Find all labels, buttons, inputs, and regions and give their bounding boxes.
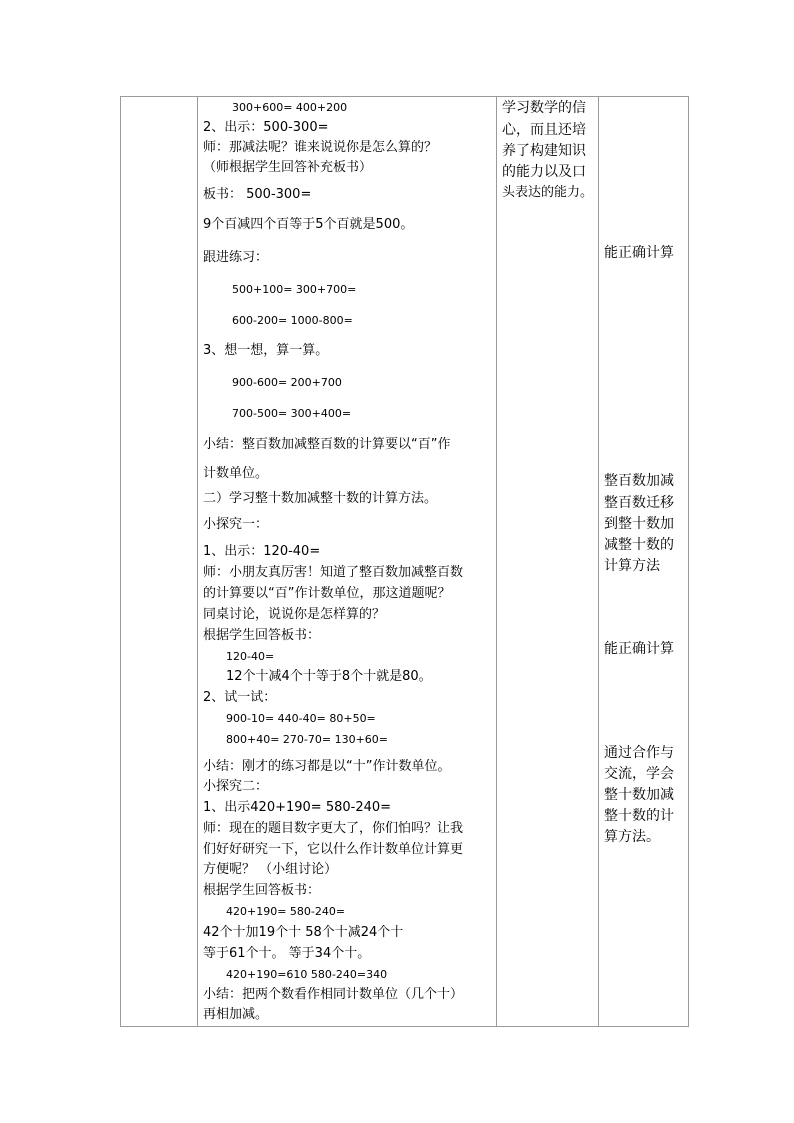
intent-line-5: 头表达的能力。 xyxy=(502,185,594,200)
line-39: 再相加减。 xyxy=(203,1007,269,1022)
line-25: 900-10= 440-40= 80+50= xyxy=(226,712,376,725)
line-33: 根据学生回答板书： xyxy=(203,883,321,898)
column-divider-3 xyxy=(598,96,599,1027)
line-27: 小结：刚才的练习都是以“十”作计数单位。 xyxy=(203,759,451,774)
line-2: 2、出示：500-300= xyxy=(203,120,329,135)
line-17: 1、出示：120-40= xyxy=(203,544,321,559)
line-38: 小结：把两个数看作相同计数单位（几个十） xyxy=(203,987,464,1002)
table-border-right xyxy=(688,96,689,1027)
line-24: 2、试一试： xyxy=(203,690,277,705)
goal-line-10: 整十数加减 xyxy=(604,787,674,803)
line-13: 小结：整百数加减整百数的计算要以“百”作 xyxy=(203,437,451,452)
table-border-bottom xyxy=(120,1026,689,1027)
line-36: 等于61个十。 等于34个十。 xyxy=(203,946,371,961)
line-16: 小探究一： xyxy=(203,517,269,532)
table-border-top xyxy=(120,96,689,97)
line-21: 根据学生回答板书： xyxy=(203,628,321,643)
line-10: 3、想一想，算一算。 xyxy=(203,343,329,358)
goal-line-3: 整百数迁移 xyxy=(604,495,674,511)
line-14: 计数单位。 xyxy=(203,466,269,481)
line-37: 420+190=610 580-240=340 xyxy=(226,968,388,981)
goal-line-9: 交流，学会 xyxy=(604,766,674,782)
intent-line-2: 心，而且还培 xyxy=(502,122,586,138)
line-12: 700-500= 300+400= xyxy=(232,407,352,420)
line-26: 800+40= 270-70= 130+60= xyxy=(226,733,389,746)
line-34: 420+190= 580-240= xyxy=(226,905,346,918)
intent-line-3: 养了构建知识 xyxy=(502,143,586,159)
goal-line-5: 减整十数的 xyxy=(604,537,674,553)
goal-line-11: 整十数的计 xyxy=(604,808,674,824)
goal-line-7: 能正确计算 xyxy=(604,641,674,657)
line-8: 500+100= 300+700= xyxy=(232,283,357,296)
line-6: 9个百减四个百等于5个百就是500。 xyxy=(203,217,414,232)
line-3: 师：那减法呢？谁来说说你是怎么算的？ xyxy=(203,140,438,155)
goal-line-12: 算方法。 xyxy=(604,829,660,845)
line-5: 板书： 500-300= xyxy=(203,187,312,202)
line-29: 1、出示420+190= 580-240= xyxy=(203,800,392,815)
line-30: 师：现在的题目数字更大了，你们怕吗？让我 xyxy=(203,821,464,836)
line-32: 方便呢？ （小组讨论） xyxy=(203,862,338,877)
line-1: 300+600= 400+200 xyxy=(232,101,348,114)
goal-line-6: 计算方法 xyxy=(604,558,660,574)
line-7: 跟进练习： xyxy=(203,250,269,265)
goal-line-8: 通过合作与 xyxy=(604,745,674,761)
line-19: 的计算要以“百”作计数单位，那这道题呢？ xyxy=(203,586,451,601)
line-22: 120-40= xyxy=(226,650,275,663)
line-35: 42个十加19个十 58个十减24个十 xyxy=(203,925,404,940)
column-divider-2 xyxy=(496,96,497,1027)
column-divider-1 xyxy=(197,96,198,1027)
goal-line-2: 整百数加减 xyxy=(604,473,674,489)
empty-step-column xyxy=(121,97,197,1026)
line-15: 二）学习整十数加减整十数的计算方法。 xyxy=(203,491,438,506)
line-18: 师：小朋友真厉害！知道了整百数加减整百数 xyxy=(203,565,464,580)
goal-line-4: 到整十数加 xyxy=(604,516,674,532)
line-31: 们好好研究一下，它以什么作计数单位计算更 xyxy=(203,842,464,857)
line-20: 同桌讨论，说说你是怎样算的？ xyxy=(203,607,386,622)
line-11: 900-600= 200+700 xyxy=(232,376,342,389)
goal-line-1: 能正确计算 xyxy=(604,245,674,261)
line-9: 600-200= 1000-800= xyxy=(232,314,353,327)
line-4: （师根据学生回答补充板书） xyxy=(203,160,373,175)
line-23: 12个十减4个十等于8个十就是80。 xyxy=(226,669,432,684)
line-28: 小探究二： xyxy=(203,779,269,794)
intent-line-1: 学习数学的信 xyxy=(502,100,586,116)
intent-line-4: 的能力以及口 xyxy=(502,164,586,180)
